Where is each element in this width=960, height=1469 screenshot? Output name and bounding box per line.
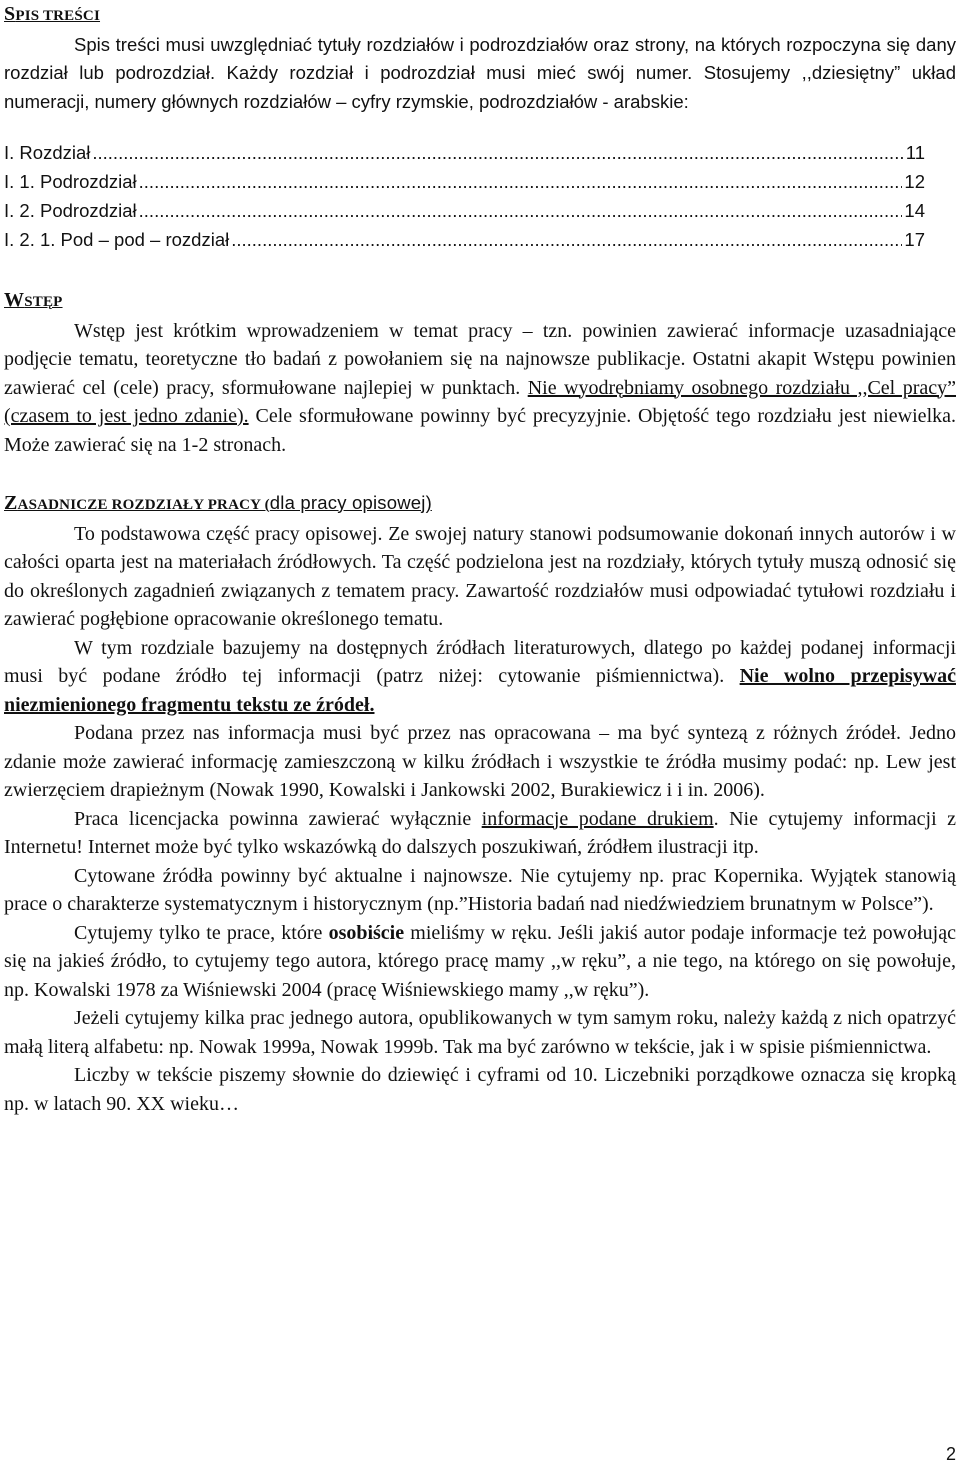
intro-paragraph: Wstęp jest krótkim wprowadzeniem w temat pracy – tzn. powinien zawierać informacje uzasadniające podjęcie tematu, teoretyczne tło badań z powołaniem się na najnowsze publikacje. Ostatni akapit Wstępu powinien zawierać cel (cele) pracy, sformułowane najlepiej w punktach. Nie wyodrębniamy osobnego rozdziału ,,Cel pracy” (czasem to jest jedno zdanie). Cele sformułowane powinny być precyzyjnie. Objętość tego rozdziału jest niewielka. Może zawierać się na 1-2 stronach. <box>4 319 956 456</box>
toc-intro-sans: Spis treści musi uwzględniać tytuły rozdziałów i podrozdziałów oraz strony, na których rozpoczyna się dany rozdział lub podrozdział. Każdy rozdział i podrozdział musi mieć swój numer. <box>4 33 956 83</box>
toc-entry <box>4 138 925 167</box>
toc-list <box>4 138 956 254</box>
toc-entry <box>4 225 925 254</box>
main-bold-warning: Nie wolno przepisywać niezmienionego fragmentu tekstu ze źródeł. <box>4 665 956 716</box>
main-paragraph-8: Liczby w tekście piszemy słownie do dziewięć i cyframi od 10. Liczebniki porządkowe oznacza się kropką np. w latach 90. XX wieku… <box>4 1064 956 1115</box>
main-paragraph-6: Cytujemy tylko te prace, które osobiście mieliśmy w ręku. Jeśli jakiś autor podaje informacje też powołując się na jakieś źródło, to cytujemy tego autora, którego pracę mamy ,,w ręku”, a nie tego, na którego on się powołuje, np. Kowalski 1978 za Wiśniewski 2004 (pracę Wiśniewskiego mamy ,,w ręku”). <box>4 921 956 1001</box>
toc-leader-dots <box>139 196 903 225</box>
toc-leader-dots <box>231 225 902 254</box>
toc-entry-page: 14 <box>904 200 925 221</box>
intro-heading: WSTĘP <box>4 289 63 311</box>
toc-entry-page: 17 <box>904 229 925 250</box>
toc-entry-label: I. 2. Podrozdział <box>4 200 137 221</box>
main-chapters-heading: ZASADNICZE ROZDZIAŁY PRACY (dla pracy opisowej) <box>4 492 432 514</box>
main-paragraph-5: Cytowane źródła powinny być aktualne i najnowsze. Nie cytujemy np. prac Kopernika. Wyjątek stanowią prace o charakterze systematycznym i historycznym (np.”Historia badań nad niedźwiedziem brunatnym w Polsce”). <box>4 864 956 915</box>
toc-entry-label: I. Rozdział <box>4 142 91 163</box>
main-bold-word: osobiście <box>328 921 405 944</box>
toc-leader-dots <box>92 138 903 167</box>
toc-intro-serif: Stosujemy ,,dziesiętny” układ numeracji, numery głównych rozdziałów – cyfry rzymskie, podrozdziałów - arabskie: <box>4 62 956 112</box>
main-underlined-text: informacje podane drukiem <box>481 807 714 830</box>
spacer <box>4 254 956 286</box>
toc-entry <box>4 167 925 196</box>
toc-intro-paragraph <box>4 31 956 117</box>
main-paragraph-4: Praca licencjacka powinna zawierać wyłącznie informacje podane drukiem. Nie cytujemy informacji z Internetu! Internet może być tylko wskazówką do dalszych poszukiwań, źródłem ilustracji itp. <box>4 807 956 858</box>
toc-heading: SPIS TREŚCI <box>4 3 101 25</box>
toc-entry-label: I. 1. Podrozdział <box>4 171 137 192</box>
main-paragraph-7: Jeżeli cytujemy kilka prac jednego autora, opublikowanych w tym samym roku, należy każdą z nich opatrzyć małą literą alfabetu: np. Nowak 1999a, Nowak 1999b. Tak ma być zarówno w tekście, jak i w spisie piśmiennictwa. <box>4 1007 956 1058</box>
toc-entry-page: 11 <box>905 142 925 163</box>
intro-underlined-text: Nie wyodrębniamy osobnego rozdziału ,,Cel pracy” (czasem to jest jedno zdanie). <box>4 376 956 427</box>
spacer <box>4 459 956 489</box>
main-paragraph-2: W tym rozdziale bazujemy na dostępnych źródłach literaturowych, dlatego po każdej podanej informacji musi być podane źródło tej informacji (patrz niżej: cytowanie piśmiennictwa). Nie wolno przepisywać niezmienionego fragmentu tekstu ze źródeł. <box>4 636 956 716</box>
main-paragraph-3: Podana przez nas informacja musi być przez nas opracowana – ma być syntezą z różnych źródeł. Jedno zdanie może zawierać informację zamieszczoną w kilku źródłach i wszystkie te źródła musimy podać: np. Lew jest zwierzęciem drapieżnym (Nowak 1990, Kowalski i Jankowski 2002, Burakiewicz i i in. 2006). <box>4 722 956 801</box>
page-number: 2 <box>945 1444 956 1464</box>
main-paragraph-1: To podstawowa część pracy opisowej. Ze swojej natury stanowi podsumowanie dokonań innych autorów i w całości oparta jest na materiałach źródłowych. Ta część podzielona jest na rozdziały, których tytuły muszą odnosić się do określonych zagadnień związanych z tematem pracy. Zawartość rozdziałów musi odpowiadać tytułowi rozdziału i zawierać pogłębione opracowanie określonego tematu. <box>4 522 956 630</box>
toc-entry <box>4 196 925 225</box>
document-page <box>4 0 956 1118</box>
toc-leader-dots <box>139 167 903 196</box>
toc-entry-page: 12 <box>904 171 925 192</box>
toc-entry-label: I. 2. 1. Pod – pod – rozdział <box>4 229 230 250</box>
